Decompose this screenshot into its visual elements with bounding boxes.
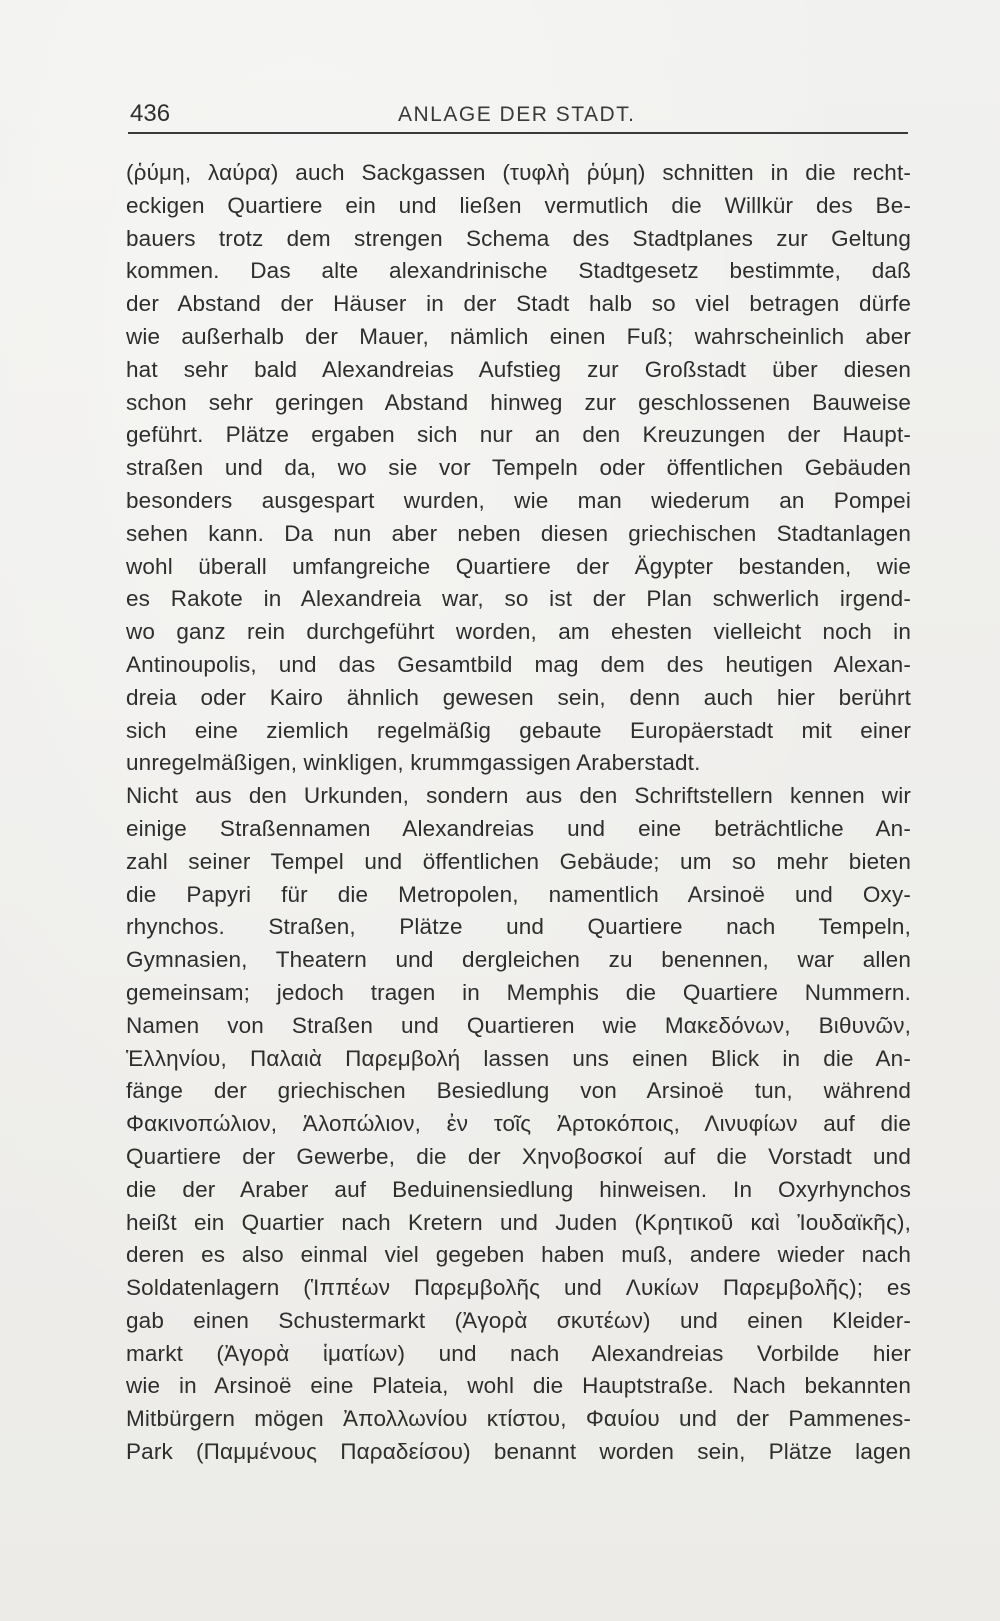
text-line: besonders ausgespart wurden, wie man wiederum an Pompei — [126, 487, 911, 513]
text-line: gab einen Schustermarkt (Ἀγορὰ σκυτέων) und einen Kleider- — [126, 1307, 911, 1333]
text-line: die Papyri für die Metropolen, namentlich Arsinoë und Oxy- — [126, 881, 911, 907]
text-line: es Rakote in Alexandreia war, so ist der Plan schwerlich irgend- — [126, 586, 911, 612]
text-line: geführt. Plätze ergaben sich nur an den Kreuzungen der Haupt- — [126, 422, 911, 448]
text-line: die der Araber auf Beduinensiedlung hinweisen. In Oxyrhynchos — [126, 1176, 911, 1202]
page-number: 436 — [130, 100, 171, 127]
text-line: fänge der griechischen Besiedlung von Arsinoë tun, während — [126, 1078, 911, 1104]
text-line: rhynchos. Straßen, Plätze und Quartiere nach Tempeln, — [126, 914, 911, 940]
text-line: wo ganz rein durchgeführt worden, am ehesten vielleicht noch in — [126, 619, 911, 645]
text-line: Nicht aus den Urkunden, sondern aus den Schriftstellern kennen wir — [126, 783, 911, 809]
text-line: unregelmäßigen, winkligen, krummgassigen Araberstadt. — [126, 750, 701, 776]
running-head: ANLAGE DER STADT. — [398, 103, 636, 126]
text-line: sehen kann. Da nun aber neben diesen griechischen Stadtanlagen — [126, 520, 911, 546]
text-line: wie außerhalb der Mauer, nämlich einen Fuß; wahrscheinlich aber — [126, 323, 911, 349]
text-line: einige Straßennamen Alexandreias und eine beträchtliche An- — [126, 815, 911, 841]
text-line: Φακινοπώλιον, Ἁλοπώλιον, ἐν τοῖς Ἀρτοκόποις, Λινυφίων auf die — [126, 1111, 911, 1137]
text-line: schon sehr geringen Abstand hinweg zur geschlossenen Bauweise — [126, 389, 911, 415]
text-line: Antinoupolis, und das Gesamtbild mag dem des heutigen Alexan- — [126, 651, 911, 677]
text-line: wohl überall umfangreiche Quartiere der Ägypter bestanden, wie — [126, 553, 911, 579]
text-line: Soldatenlagern (Ἱππέων Παρεμβολῆς und Λυκίων Παρεμβολῆς); es — [126, 1275, 911, 1301]
text-line: straßen und da, wo sie vor Tempeln oder öffentlichen Gebäuden — [126, 455, 911, 481]
text-line: deren es also einmal viel gegeben haben muß, andere wieder nach — [126, 1242, 911, 1268]
text-line: Park (Παμμένους Παραδείσου) benannt worden sein, Plätze lagen — [126, 1439, 911, 1465]
text-line: Quartiere der Gewerbe, die der Χηνοβοσκοί auf die Vorstadt und — [126, 1143, 911, 1169]
text-line: gemeinsam; jedoch tragen in Memphis die Quartiere Nummern. — [126, 979, 911, 1005]
text-line: Gymnasien, Theatern und dergleichen zu benennen, war allen — [126, 947, 911, 973]
text-line: Namen von Straßen und Quartieren wie Μακεδόνων, Βιθυνῶν, — [126, 1012, 911, 1038]
text-line: zahl seiner Tempel und öffentlichen Gebäude; um so mehr bieten — [126, 848, 911, 874]
text-line: hat sehr bald Alexandreias Aufstieg zur Großstadt über diesen — [126, 356, 911, 382]
text-line: Ἑλληνίου, Παλαιὰ Παρεμβολή lassen uns einen Blick in die An- — [126, 1045, 911, 1071]
text-line: der Abstand der Häuser in der Stadt halb so viel betragen dürfe — [126, 291, 911, 317]
text-line: kommen. Das alte alexandrinische Stadtgesetz bestimmte, daß — [126, 258, 911, 284]
text-line: markt (Ἀγορὰ ἱματίων) und nach Alexandreias Vorbilde hier — [126, 1340, 911, 1366]
body-text — [126, 157, 911, 1469]
text-line: bauers trotz dem strengen Schema des Stadtplanes zur Geltung — [126, 225, 911, 251]
text-line: Mitbürgern mögen Ἀπολλωνίου κτίστου, Φαυίου und der Pammenes- — [126, 1406, 911, 1432]
text-line: sich eine ziemlich regelmäßig gebaute Europäerstadt mit einer — [126, 717, 911, 743]
text-line: (ῥύμη, λαύρα) auch Sackgassen (τυφλὴ ῥύμη) schnitten in die recht- — [126, 160, 911, 185]
text-line: heißt ein Quartier nach Kretern und Juden (Κρητικοῦ καὶ Ἰουδαϊκῆς), — [126, 1209, 911, 1235]
page-header — [128, 96, 908, 134]
text-line: wie in Arsinoë eine Plateia, wohl die Hauptstraße. Nach bekannten — [126, 1373, 911, 1399]
text-line: dreia oder Kairo ähnlich gewesen sein, denn auch hier berührt — [126, 684, 911, 710]
text-line: eckigen Quartiere ein und ließen vermutlich die Willkür des Be- — [126, 192, 911, 218]
